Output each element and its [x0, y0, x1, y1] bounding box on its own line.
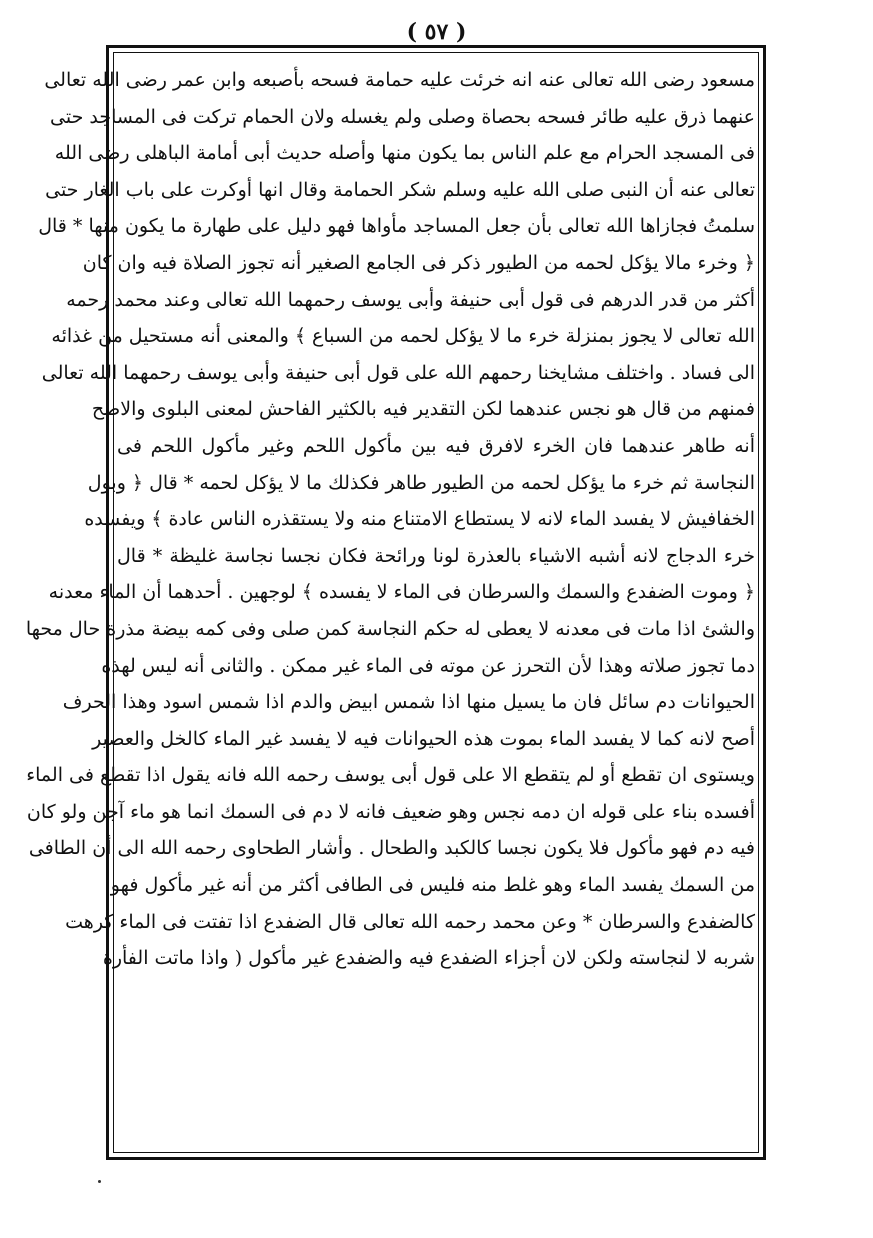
- page-number: ( ٥٧ ): [406, 19, 467, 45]
- text-line: خرء الدجاج لانه أشبه الاشياء بالعذرة لونا ورائحة فكان نجسا نجاسة غليظة * قال: [117, 544, 755, 567]
- text-line: الحيوانات دم سائل فان ما يسيل منها اذا شمس ابيض والدم اذا شمس اسود وهذا الحرف: [62, 691, 755, 714]
- text-line: أفسده بناء على قوله ان دمه نجس وهو ضعيف فانه لا دم فى السمك انما هو ماء آجن ولو كان: [26, 800, 755, 823]
- text-line: الخفافيش لا يفسد الماء لانه لا يستطاع الامتناع منه ولا يستقذره الناس عادة ﴾ ويفسده: [84, 508, 755, 531]
- text-line: ﴿ وخرء مالا يؤكل لحمه من الطيور ذكر فى الجامع الصغير أنه تجوز الصلاة فيه وان كان: [82, 251, 755, 274]
- text-line: فيه دم فهو مأكول فلا يكون نجسا كالكبد والطحال . وأشار الطحاوى رحمه الله الى أن الطافى: [28, 837, 755, 860]
- margin-dot: [98, 1180, 101, 1183]
- text-line: شربه لا لنجاسته ولكن لان أجزاء الضفدع فيه والضفدع غير مأكول ( واذا ماتت الفأرة: [102, 947, 755, 970]
- text-line: سلمتُ فجازاها الله تعالى بأن جعل المساجد مأواها فهو دليل على طهارة ما يكون منها * قال: [38, 215, 755, 238]
- text-line: كالضفدع والسرطان * وعن محمد رحمه الله تعالى قال الضفدع اذا تفتت فى الماء كرهت: [65, 910, 755, 933]
- text-line: الى فساد . واختلف مشايخنا رحمهم الله على قول أبى حنيفة وأبى يوسف رحمهما الله تعالى: [41, 361, 755, 384]
- text-line: فى المسجد الحرام مع علم الناس بما يكون منها وأصله حديث أبى أمامة الباهلى رضى الله: [54, 142, 755, 165]
- text-line: والشئ اذا مات فى معدنه لا يعطى له حكم النجاسة كمن صلى وفى كمه بيضة مذرة حال محها: [25, 617, 755, 640]
- text-line: تعالى عنه أن النبى صلى الله عليه وسلم شكر الحمامة وقال انها أوكرت على باب الغار حتى: [45, 178, 755, 201]
- text-line: مسعود رضى الله تعالى عنه انه خرئت عليه حمامة فسحه بأصبعه وابن عمر رضى الله تعالى: [44, 69, 755, 91]
- text-body: [25, 62, 755, 977]
- text-line: أنه طاهر عندهما فان الخرء لافرق فيه بين مأكول اللحم وغير مأكول اللحم فى: [117, 434, 755, 457]
- text-line: الله تعالى لا يجوز بمنزلة خرء ما لا يؤكل لحمه من السباع ﴾ والمعنى أنه مستحيل من غذائه: [51, 325, 755, 348]
- text-line: أكثر من قدر الدرهم فى قول أبى حنيفة وأبى يوسف رحمهما الله تعالى وعند محمد رحمه: [66, 288, 755, 311]
- text-line: من السمك يفسد الماء وهو غلط منه فليس فى الطافى أكثر من أنه غير مأكول فهو: [110, 874, 755, 897]
- text-line: ﴿ وموت الضفدع والسمك والسرطان فى الماء لا يفسده ﴾ لوجهين . أحدهما أن الماء معدنه: [48, 581, 755, 604]
- text-line: ويستوى ان تقطع أو لم يتقطع الا على قول أبى يوسف رحمه الله فانه يقول اذا تقطع فى الماء: [26, 764, 755, 787]
- text-line: النجاسة ثم خرء ما يؤكل لحمه من الطيور طاهر فكذلك ما لا يؤكل لحمه * قال ﴿ وبول: [87, 471, 755, 494]
- text-line: دما تجوز صلاته وهذا لأن التحرز عن موته فى الماء غير ممكن . والثانى أنه ليس لهذه: [101, 654, 755, 677]
- page-frame: [25, 45, 766, 1160]
- text-line: فمنهم من قال هو نجس عندهما لكن التقدير فيه بالكثير الفاحش لمعنى البلوى والاصح: [91, 398, 755, 421]
- text-line: عنهما ذرق عليه طائر فسحه بحصاة وصلى ولم يغسله ولان الحمام تركت فى المساجد حتى: [50, 105, 755, 128]
- text-line: أصح لانه كما لا يفسد الماء بموت هذه الحيوانات فيه لا يفسد غير الماء كالخل والعصير: [92, 727, 755, 750]
